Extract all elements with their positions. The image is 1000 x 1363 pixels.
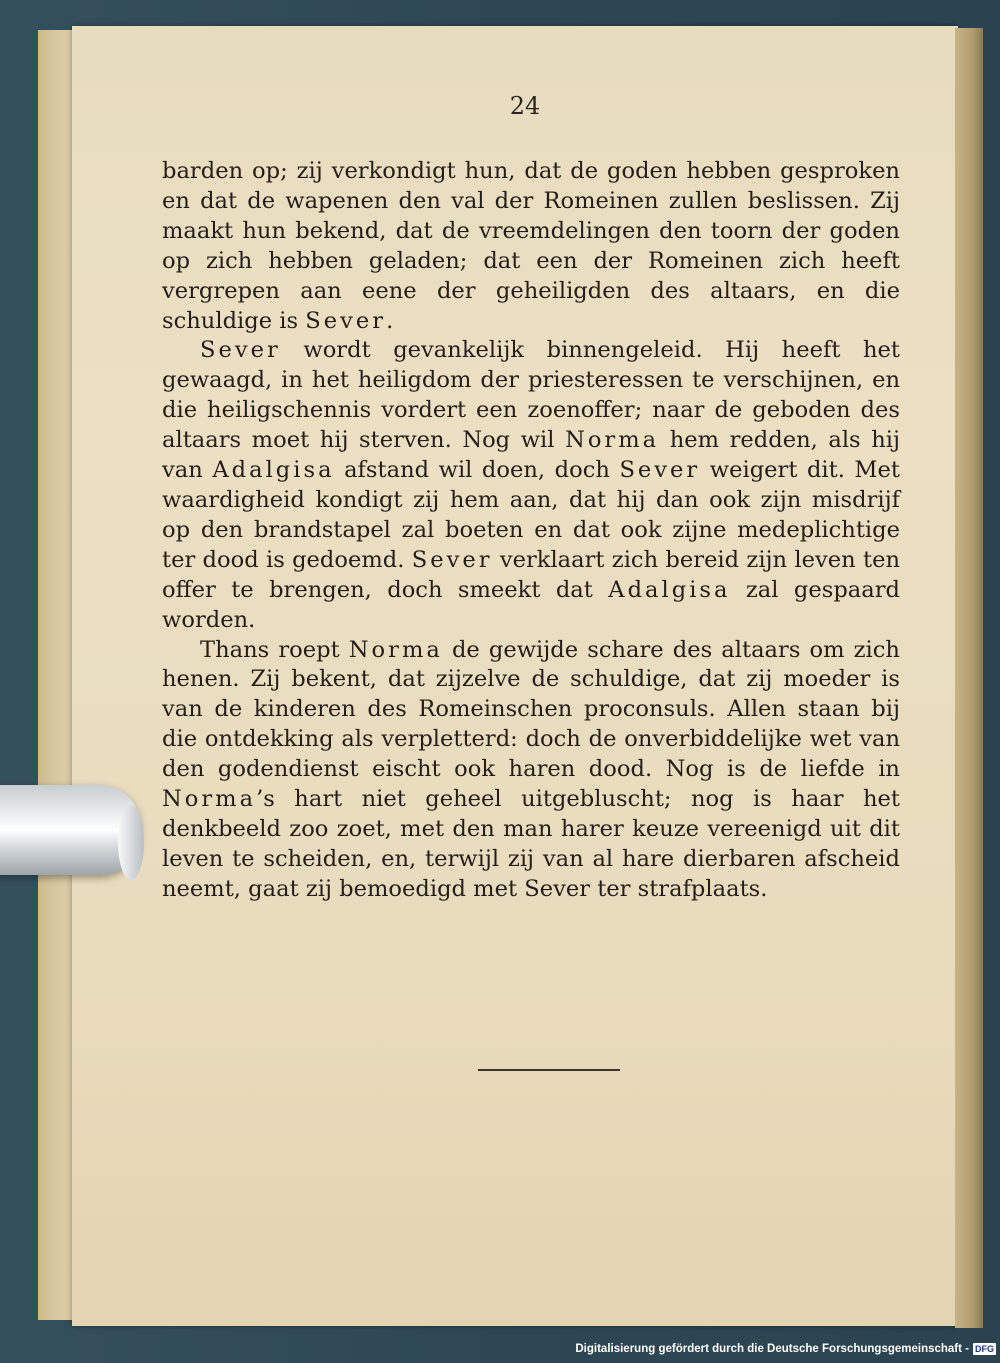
spaced-name: Sever (619, 457, 701, 484)
text-run: zal gespaard worden. (162, 576, 901, 633)
text-run: . (386, 307, 394, 334)
book-page-stack-right (955, 28, 983, 1328)
dfg-logo: DFG (975, 1344, 994, 1354)
digitization-footer (575, 1341, 996, 1357)
text-run: hem redden, als hij van (162, 427, 900, 484)
spaced-name: Norma (162, 786, 257, 813)
text-run: verklaart zich bereid zijn leven ten offer te brengen, doch smeekt dat (162, 546, 900, 603)
page-holder-clip-tip (118, 805, 144, 880)
spaced-name: Sever (200, 337, 281, 364)
text-run: Thans roept (200, 636, 349, 663)
text-run: afstand wil doen, doch (334, 457, 620, 484)
text-run: wordt gevankelijk binnengeleid. Hij heeft het gewaagd, in het heiligdom der priesteressen te verschijnen, en die heiligschennis vordert een zoenoffer; naar de geboden des altaars moet hij sterven. Nog wil (162, 337, 900, 454)
spaced-name: Norma (348, 636, 443, 663)
paragraph (162, 336, 900, 635)
text-run: de gewijde schare des altaars om zich henen. Zij bekent, dat zijzelve de schuldige, dat zij moeder is van de kinderen des Romeinschen proconsuls. Allen staan bij die ontdekking als verpletterd: doch de onverbiddelijke wet van den godendienst eischt ook haren dood. Nog is de liefde in (162, 636, 900, 783)
spaced-name: Sever (305, 307, 387, 334)
text-run: barden op; zij verkondigt hun, dat de goden hebben gesproken en dat de wapenen den val der Romeinen zullen beslissen. Zij maakt hun bekend, dat de vreemdelingen den toorn der goden op zich hebben geladen; dat een der Romeinen zich heeft vergrepen aan eene der geheiligden des altaars, en die schuldige is (162, 158, 900, 334)
section-divider-rule (478, 1069, 620, 1071)
text-run: weigert dit. Met waardigheid kondigt zij hem aan, dat hij dan ook zijn misdrijf op den brandstapel zal boeten en dat ook zijne medeplichtige ter dood is gedoemd. (162, 457, 901, 573)
spaced-name: Norma (565, 427, 660, 454)
spaced-name: Adalgisa (212, 457, 335, 484)
spaced-name: Sever (411, 546, 493, 573)
paragraph (162, 636, 900, 905)
footer-credit: Digitalisierung gefördert durch die Deutsche Forschungsgemeinschaft - (575, 1343, 969, 1355)
paragraph (162, 157, 900, 336)
body-text (162, 157, 900, 905)
text-run: ’s hart niet geheel uitgebluscht; nog is haar het denkbeeld zoo zoet, met den man harer keuze vereenigd uit dit leven te scheiden, en, terwijl zij van al hare dierbaren afscheid neemt, gaat zij bemoedigd met Sever ter strafplaats. (162, 786, 900, 902)
spaced-name: Adalgisa (608, 576, 731, 603)
page-number: 24 (509, 92, 541, 120)
